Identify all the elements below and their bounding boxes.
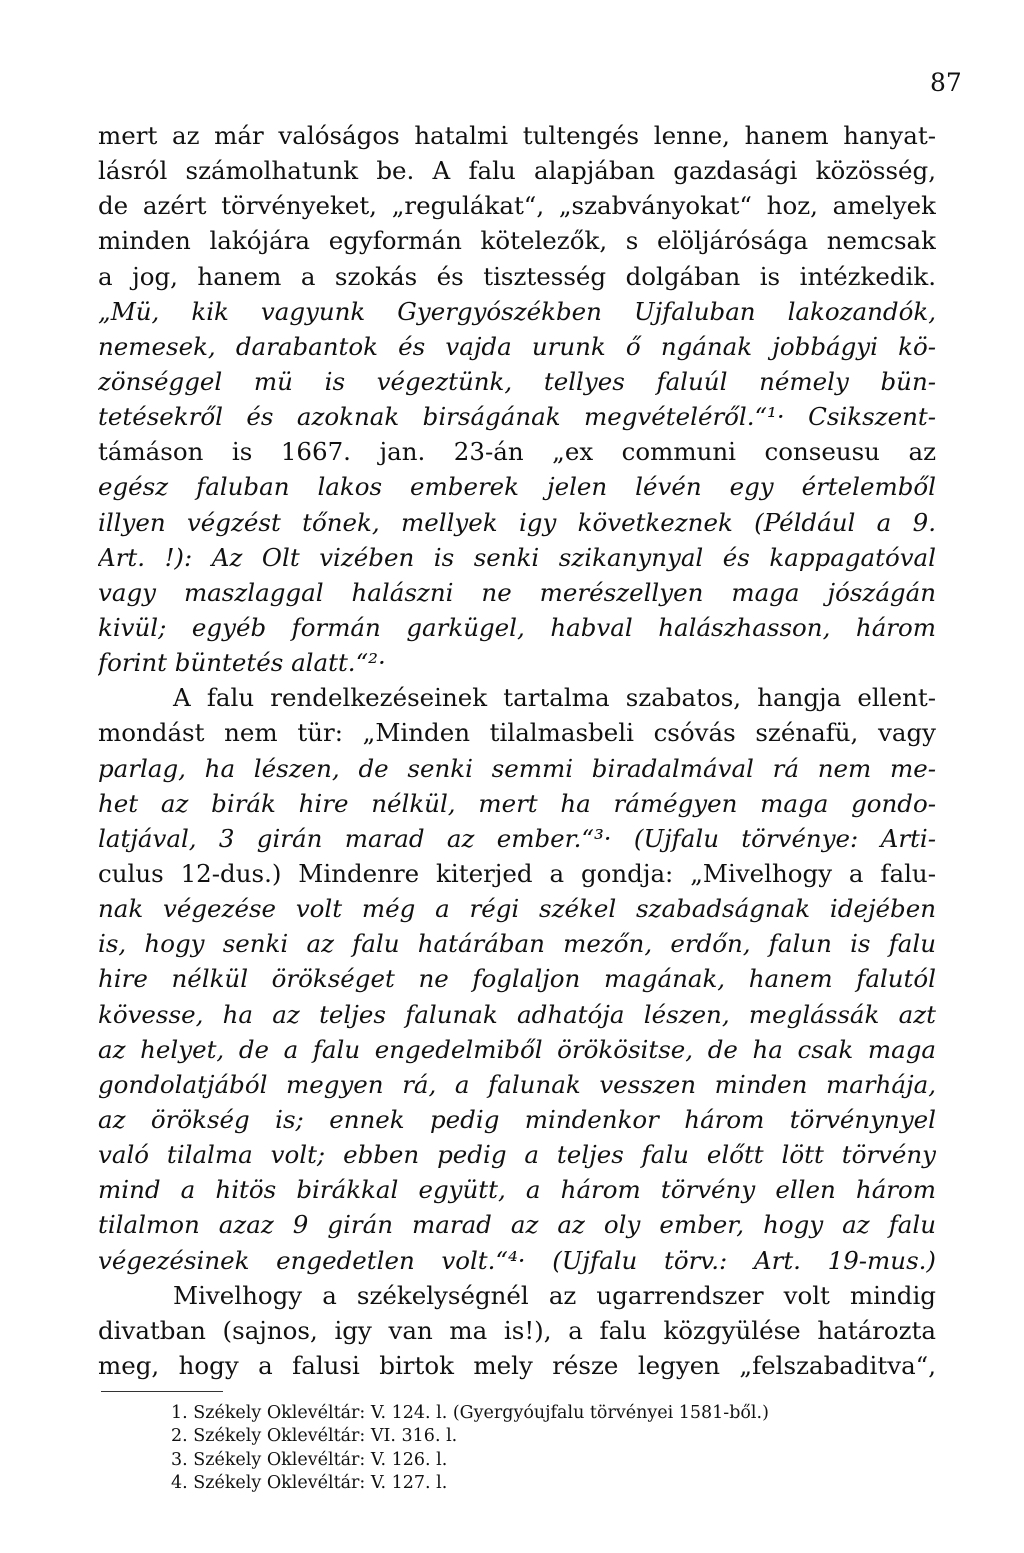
text-line: illyen végzést tőnek, mellyek igy következnek (Például a 9. bbox=[98, 507, 936, 537]
text-line: divatban (sajnos, igy van ma is!), a falu közgyülése határozta bbox=[98, 1315, 936, 1345]
text-line: vagy maszlaggal halászni ne merészellyen maga jószágán bbox=[98, 577, 936, 607]
footnotes bbox=[171, 1402, 941, 1495]
page-number: 87 bbox=[930, 68, 962, 97]
text-line: culus 12-dus.) Mindenre kiterjed a gondja: „Mivelhogy a falu- bbox=[98, 858, 936, 888]
text-line: Mivelhogy a székelységnél az ugarrendszer volt mindig bbox=[173, 1280, 936, 1310]
text-line: A falu rendelkezéseinek tartalma szabatos, hangja ellent- bbox=[173, 683, 936, 713]
text-line: minden lakójára egyformán kötelezők, s elöljárósága nemcsak bbox=[98, 226, 936, 256]
text-line: a jog, hanem a szokás és tisztesség dolgában is intézkedik. bbox=[98, 261, 936, 291]
text-line: való tilalma volt; ebben pedig a teljes falu előtt lött törvény bbox=[98, 1140, 936, 1170]
footnote: 4. Székely Oklevéltár: V. 127. l. bbox=[171, 1472, 448, 1493]
text-line: het az birák hire nélkül, mert ha rámégyen maga gondo- bbox=[98, 788, 936, 818]
text-line: végezésinek engedetlen volt.“⁴· (Ujfalu törv.: Art. 19-mus.) bbox=[98, 1245, 936, 1275]
text-line: gondolatjából megyen rá, a falunak vesszen minden marhája, bbox=[98, 1069, 936, 1099]
footnote: 1. Székely Oklevéltár: V. 124. l. (Gyergyóujfalu törvényei 1581-ből.) bbox=[171, 1403, 769, 1423]
text-line: latjával, 3 girán marad az ember.“³· (Ujfalu törvénye: Arti- bbox=[98, 823, 936, 853]
text-line: kivül; egyéb formán garkügel, habval halászhasson, három bbox=[98, 612, 936, 642]
text-line: mert az már valóságos hatalmi tultengés lenne, hanem hanyat- bbox=[98, 121, 936, 150]
text-line: zönséggel mü is végeztünk, tellyes faluúl némely bün- bbox=[98, 366, 936, 396]
text-line: lásról számolhatunk be. A falu alapjában gazdasági közösség, bbox=[98, 156, 936, 186]
text-line: tilalmon azaz 9 girán marad az az oly ember, hogy az falu bbox=[98, 1210, 936, 1240]
footnote: 3. Székely Oklevéltár: V. 126. l. bbox=[171, 1449, 448, 1470]
footnote: 2. Székely Oklevéltár: VI. 316. l. bbox=[171, 1426, 458, 1447]
footnote-divider bbox=[101, 1391, 223, 1392]
text-line: parlag, ha lészen, de senki semmi biradalmával rá nem me- bbox=[98, 753, 936, 783]
text-line: egész faluban lakos emberek jelen lévén egy értelemből bbox=[98, 472, 936, 502]
text-line: az örökség is; ennek pedig mindenkor három törvénynyel bbox=[98, 1104, 936, 1134]
text-line: kövesse, ha az teljes falunak adhatója lészen, meglássák azt bbox=[98, 999, 936, 1029]
text-line: hire nélkül örökséget ne foglaljon magának, hanem falutól bbox=[98, 964, 936, 994]
text-line: támáson is 1667. jan. 23-án „ex communi conseusu az bbox=[98, 437, 936, 467]
text-line: Art. !): Az Olt vizében is senki szikanynyal és kappagatóval bbox=[98, 542, 936, 572]
body-text bbox=[98, 118, 936, 1383]
text-line: nak végezése volt még a régi székel szabadságnak idejében bbox=[98, 894, 936, 924]
text-line: is, hogy senki az falu határában mezőn, erdőn, falun is falu bbox=[98, 929, 936, 959]
text-line: meg, hogy a falusi birtok mely része legyen „felszabaditva“, bbox=[98, 1350, 936, 1380]
text-line: nemesek, darabantok és vajda urunk ő ngának jobbágyi kö- bbox=[98, 331, 936, 361]
text-line: mind a hitös birákkal együtt, a három törvény ellen három bbox=[98, 1175, 936, 1205]
text-line: az helyet, de a falu engedelmiből örökösitse, de ha csak maga bbox=[98, 1034, 936, 1064]
text-line: „Mü, kik vagyunk Gyergyószékben Ujfaluban lakozandók, bbox=[98, 296, 936, 326]
text-line: de azért törvényeket, „regulákat“, „szabványokat“ hoz, amelyek bbox=[98, 191, 936, 221]
text-line: forint büntetés alatt.“²· bbox=[98, 648, 386, 678]
text-line: mondást nem tür: „Minden tilalmasbeli csóvás szénafü, vagy bbox=[98, 718, 936, 748]
text-line: tetésekről és azoknak birságának megvételéről.“¹· Csikszent- bbox=[98, 402, 936, 432]
